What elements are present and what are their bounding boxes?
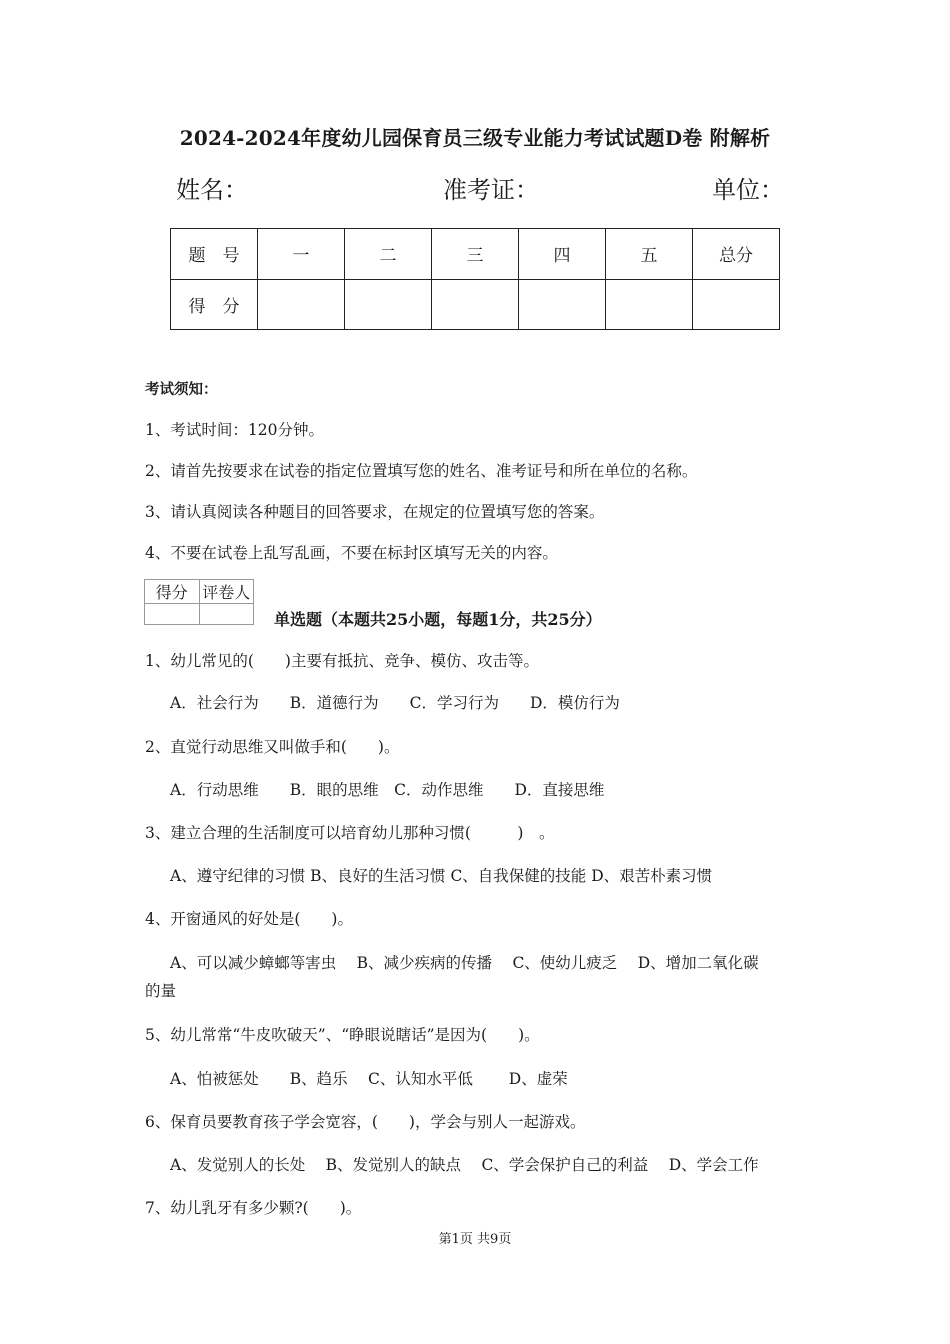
score-table	[170, 228, 780, 330]
score-cell[interactable]	[258, 279, 345, 330]
score-cell[interactable]	[345, 279, 432, 330]
score-table-header-cell: 三	[432, 229, 519, 280]
notice-item: 1、考试时间：120分钟。	[145, 421, 324, 439]
score-cell[interactable]	[606, 279, 693, 330]
grader-score-label: 得分	[145, 580, 200, 604]
question-options: A．行动思维 B．眼的思维 C．动作思维 D．直接思维	[170, 781, 605, 799]
question-text: 7、幼儿乳牙有多少颗?( )。	[145, 1199, 362, 1217]
grader-name-label: 评卷人	[199, 580, 254, 604]
question-options: A、可以减少蟑螂等害虫 B、减少疾病的传播 C、使幼儿疲乏 D、增加二氧化碳	[170, 954, 759, 972]
score-table-header-cell: 五	[606, 229, 693, 280]
score-cell[interactable]	[693, 279, 780, 330]
section-title: 单选题（本题共25小题，每题1分，共25分）	[274, 610, 602, 629]
question-text: 6、保育员要教育孩子学会宽容，( )，学会与别人一起游戏。	[145, 1113, 586, 1131]
score-table-header-row	[171, 229, 780, 280]
grader-box	[144, 579, 254, 625]
question-options: A、发觉别人的长处 B、发觉别人的缺点 C、学会保护自己的利益 D、学会工作	[170, 1156, 759, 1174]
grader-name-cell[interactable]	[199, 604, 254, 625]
question-text: 1、幼儿常见的( )主要有抵抗、竞争、模仿、攻击等。	[145, 652, 539, 670]
notice-item: 4、不要在试卷上乱写乱画，不要在标封区填写无关的内容。	[145, 544, 558, 562]
exam-id-label: 准考证：	[443, 176, 539, 204]
notice-item: 2、请首先按要求在试卷的指定位置填写您的姓名、准考证号和所在单位的名称。	[145, 462, 698, 480]
question-options-continued: 的量	[145, 982, 177, 1000]
question-text: 5、幼儿常常“牛皮吹破天”、“睁眼说瞎话”是因为( )。	[145, 1026, 540, 1044]
grader-score-cell[interactable]	[145, 604, 200, 625]
question-text: 2、直觉行动思维又叫做手和( )。	[145, 738, 400, 756]
page-footer: 第1页 共9页	[438, 1232, 512, 1247]
score-table-header-cell: 四	[519, 229, 606, 280]
score-cell[interactable]	[519, 279, 606, 330]
question-text: 3、建立合理的生活制度可以培育幼儿那种习惯( ) 。	[145, 824, 555, 842]
notice-item: 3、请认真阅读各种题目的回答要求，在规定的位置填写您的答案。	[145, 503, 605, 521]
question-options: A．社会行为 B．道德行为 C．学习行为 D．模仿行为	[170, 694, 620, 712]
question-options: A、遵守纪律的习惯 B、良好的生活习惯 C、自我保健的技能 D、艰苦朴素习惯	[170, 867, 713, 885]
question-options: A、怕被惩处 B、趋乐 C、认知水平低 D、虚荣	[170, 1070, 568, 1088]
unit-label: 单位：	[712, 176, 784, 204]
score-table-header-cell: 总分	[693, 229, 780, 280]
score-table-header-cell: 题 号	[171, 229, 258, 280]
score-table-score-row	[171, 279, 780, 330]
score-row-label: 得 分	[171, 279, 258, 330]
score-table-header-cell: 一	[258, 229, 345, 280]
question-text: 4、开窗通风的好处是( )。	[145, 910, 353, 928]
score-cell[interactable]	[432, 279, 519, 330]
name-label: 姓名：	[176, 176, 248, 204]
document-title: 2024-2024年度幼儿园保育员三级专业能力考试试题D卷 附解析	[179, 126, 771, 150]
score-table-header-cell: 二	[345, 229, 432, 280]
notice-heading: 考试须知：	[145, 381, 218, 398]
